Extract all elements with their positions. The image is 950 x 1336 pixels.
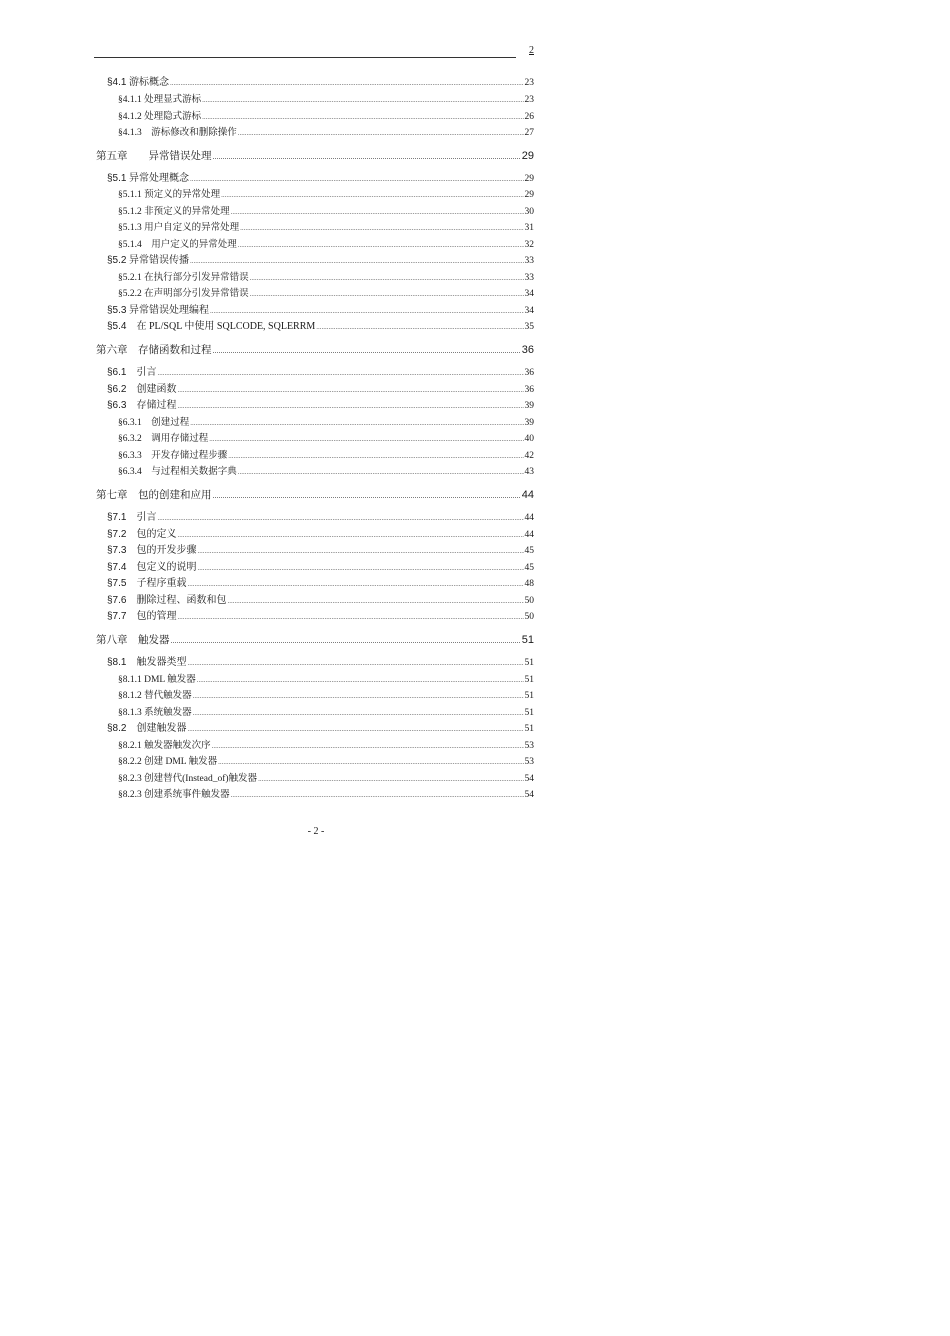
toc-section-number: 第八章 — [96, 635, 128, 646]
toc-entry[interactable] — [118, 756, 534, 768]
toc-chapter-entry[interactable] — [96, 150, 534, 163]
toc-section-title: 创建 DML 触发器 — [141, 757, 218, 767]
toc-page-number: 51 — [521, 634, 534, 646]
toc-dot-leader — [213, 344, 521, 357]
toc-section-number: §8.1.3 — [118, 708, 142, 718]
toc-page-number: 51 — [524, 708, 534, 718]
toc-section-title: 子程序重载 — [126, 578, 187, 589]
toc-dot-leader — [212, 740, 524, 752]
toc-entry[interactable] — [118, 466, 534, 478]
toc-section-number: §7.1 — [107, 512, 127, 523]
toc-page-number: 51 — [524, 724, 534, 734]
toc-section-number: §5.4 — [107, 321, 127, 332]
toc-section-title: 创建替代(Instead_of)触发器 — [141, 774, 258, 784]
toc-page-number: 33 — [524, 256, 534, 266]
toc-section-number: §6.1 — [107, 367, 127, 378]
toc-page-number: 29 — [524, 190, 534, 200]
toc-entry-label — [96, 634, 170, 647]
toc-section-title: 游标修改和删除操作 — [141, 128, 237, 138]
toc-entry[interactable] — [118, 690, 534, 702]
toc-entry-label — [118, 94, 201, 106]
toc-page-number: 42 — [524, 451, 534, 461]
toc-entry[interactable] — [118, 450, 534, 462]
toc-entry-label — [107, 595, 226, 607]
toc-dot-leader — [213, 150, 521, 163]
toc-entry-label — [118, 272, 249, 284]
toc-page-number: 32 — [524, 240, 534, 250]
toc-section-title: 在 PL/SQL 中使用 SQLCODE, SQLERRM — [126, 321, 316, 332]
toc-entry-label — [107, 255, 189, 267]
toc-section-title: 包的开发步骤 — [126, 545, 197, 556]
toc-dot-leader — [213, 489, 521, 502]
toc-page-number: 36 — [524, 385, 534, 395]
toc-page-number: 30 — [524, 207, 534, 217]
toc-dot-leader — [187, 723, 523, 735]
toc-section-number: §7.2 — [107, 529, 127, 540]
toc-section-title: 删除过程、函数和包 — [126, 595, 227, 606]
toc-section-number: §4.1.2 — [118, 112, 142, 122]
toc-section-number: §5.1.4 — [118, 240, 142, 250]
toc-section-title: 触发器 — [127, 635, 170, 646]
toc-section-number: §4.1 — [107, 77, 127, 88]
toc-dot-leader — [218, 756, 523, 768]
toc-dot-leader — [171, 634, 521, 647]
toc-entry[interactable] — [118, 239, 534, 251]
toc-section-title: 游标概念 — [126, 77, 169, 88]
toc-entry[interactable] — [107, 173, 534, 185]
toc-section-number: §4.1.1 — [118, 95, 142, 105]
toc-section-title: 创建触发器 — [126, 723, 187, 734]
toc-entry[interactable] — [118, 272, 534, 284]
toc-entry[interactable] — [107, 562, 534, 574]
toc-dot-leader — [258, 773, 523, 785]
toc-entry-label — [118, 239, 237, 251]
toc-section-title: 用户自定义的异常处理 — [141, 223, 240, 233]
toc-section-number: §6.3.3 — [118, 451, 142, 461]
toc-entry-label — [118, 674, 196, 686]
toc-chapter-entry[interactable] — [96, 344, 534, 357]
toc-dot-leader — [157, 512, 523, 524]
toc-entry-label — [118, 189, 220, 201]
toc-page-number: 36 — [521, 344, 534, 356]
toc-section-title: 触发器触发次序 — [141, 741, 211, 751]
toc-section-number: §8.2.2 — [118, 757, 142, 767]
header-rule — [94, 57, 516, 58]
toc-dot-leader — [177, 400, 523, 412]
toc-entry[interactable] — [107, 545, 534, 557]
toc-dot-leader — [193, 707, 524, 719]
toc-page-number: 43 — [524, 467, 534, 477]
toc-section-title: 引言 — [126, 512, 157, 523]
toc-dot-leader — [316, 321, 523, 333]
toc-dot-leader — [190, 173, 524, 185]
toc-entry[interactable] — [107, 77, 534, 89]
toc-dot-leader — [193, 690, 524, 702]
toc-entry-label — [118, 127, 237, 139]
toc-section-number: §8.2.3 — [118, 790, 142, 800]
toc-entry-label — [107, 578, 186, 590]
toc-page-number: 44 — [521, 489, 534, 501]
toc-entry[interactable] — [107, 657, 534, 669]
toc-entry[interactable] — [107, 255, 534, 267]
toc-entry-label — [96, 489, 212, 502]
toc-section-number: 第五章 — [96, 151, 128, 162]
toc-page-number: 48 — [524, 579, 534, 589]
toc-page-number: 45 — [524, 546, 534, 556]
toc-section-number: §6.3 — [107, 400, 127, 411]
toc-section-title: 异常错误处理 — [127, 151, 212, 162]
toc-section-number: §8.1.1 — [118, 675, 142, 685]
toc-page-number: 29 — [521, 150, 534, 162]
toc-page-number: 33 — [524, 273, 534, 283]
toc-section-title: 异常处理概念 — [126, 173, 189, 184]
toc-section-title: 非预定义的异常处理 — [141, 207, 230, 217]
footer-page-label: - 2 - — [307, 826, 325, 837]
toc-page-number: 31 — [524, 223, 534, 233]
toc-entry[interactable] — [118, 127, 534, 139]
toc-entry-label — [107, 77, 169, 89]
toc-section-title: 用户定义的异常处理 — [141, 240, 237, 250]
toc-entry-label — [118, 690, 192, 702]
toc-page-number: 54 — [524, 790, 534, 800]
toc-entry-label — [118, 707, 192, 719]
toc-entry[interactable] — [107, 367, 534, 379]
toc-section-title: 异常错误处理编程 — [126, 305, 209, 316]
toc-dot-leader — [157, 367, 523, 379]
toc-page-number: 29 — [524, 174, 534, 184]
toc-entry[interactable] — [118, 288, 534, 300]
toc-entry[interactable] — [118, 189, 534, 201]
toc-entry[interactable] — [107, 595, 534, 607]
toc-chapter-entry[interactable] — [96, 489, 534, 502]
toc-page-number: 54 — [524, 774, 534, 784]
toc-section-number: §5.2.1 — [118, 273, 142, 283]
toc-page-number: 27 — [524, 128, 534, 138]
toc-dot-leader — [227, 595, 523, 607]
toc-entry-label — [107, 657, 186, 669]
toc-section-title: 替代触发器 — [141, 691, 192, 701]
toc-dot-leader — [190, 417, 523, 429]
toc-dot-leader — [170, 77, 524, 89]
toc-section-title: 创建系统事件触发器 — [141, 790, 230, 800]
toc-page-number: 40 — [524, 434, 534, 444]
toc-page-number: 51 — [524, 675, 534, 685]
toc-dot-leader — [187, 657, 523, 669]
toc-entry-label — [107, 400, 176, 412]
toc-section-number: §8.1 — [107, 657, 127, 668]
toc-entry[interactable] — [107, 321, 534, 333]
toc-entry[interactable] — [107, 384, 534, 396]
toc-dot-leader — [202, 94, 523, 106]
toc-dot-leader — [238, 239, 524, 251]
toc-page-number: 26 — [524, 112, 534, 122]
toc-entry-label — [107, 367, 156, 379]
toc-entry-label — [118, 773, 257, 785]
toc-page-number: 50 — [524, 612, 534, 622]
toc-section-number: §8.2.1 — [118, 741, 142, 751]
toc-page-number: 39 — [524, 401, 534, 411]
toc-section-title: DML 触发器 — [141, 675, 196, 685]
toc-entry[interactable] — [118, 417, 534, 429]
toc-section-title: 包定义的说明 — [126, 562, 197, 573]
toc-entry-label — [118, 756, 217, 768]
toc-entry[interactable] — [107, 611, 534, 623]
toc-chapter-entry[interactable] — [96, 634, 534, 647]
toc-entry-label — [107, 723, 186, 735]
toc-entry[interactable] — [118, 789, 534, 801]
toc-page-number: 53 — [524, 757, 534, 767]
toc-dot-leader — [197, 545, 523, 557]
toc-page-number: 39 — [524, 418, 534, 428]
toc-section-number: §5.1.3 — [118, 223, 142, 233]
toc-section-number: §7.5 — [107, 578, 127, 589]
toc-page-number: 44 — [524, 530, 534, 540]
toc-dot-leader — [177, 384, 523, 396]
toc-section-number: 第七章 — [96, 490, 128, 501]
toc-section-number: §7.3 — [107, 545, 127, 556]
toc-page-number: 51 — [524, 658, 534, 668]
toc-dot-leader — [238, 127, 524, 139]
toc-entry[interactable] — [118, 773, 534, 785]
toc-page-number: 23 — [524, 95, 534, 105]
toc-section-number: §8.2 — [107, 723, 127, 734]
toc-section-number: §6.2 — [107, 384, 127, 395]
toc-section-title: 异常错误传播 — [126, 255, 189, 266]
toc-entry-label — [96, 150, 212, 163]
toc-dot-leader — [221, 189, 523, 201]
toc-page-number: 36 — [524, 368, 534, 378]
toc-entry[interactable] — [107, 512, 534, 524]
toc-section-title: 预定义的异常处理 — [141, 190, 221, 200]
toc-page-number: 44 — [524, 513, 534, 523]
toc-entry[interactable] — [118, 433, 534, 445]
toc-page-number: 51 — [524, 691, 534, 701]
toc-section-title: 与过程相关数据字典 — [141, 467, 237, 477]
toc-section-title: 包的管理 — [126, 611, 177, 622]
toc-section-number: §7.4 — [107, 562, 127, 573]
toc-dot-leader — [210, 305, 524, 317]
toc-entry[interactable] — [107, 578, 534, 590]
toc-section-number: 第六章 — [96, 345, 128, 356]
toc-section-number: §6.3.1 — [118, 418, 142, 428]
toc-dot-leader — [177, 611, 523, 623]
toc-entry-label — [107, 384, 176, 396]
toc-section-title: 包的定义 — [126, 529, 177, 540]
toc-section-number: §4.1.3 — [118, 128, 142, 138]
toc-dot-leader — [238, 466, 524, 478]
toc-entry-label — [107, 512, 156, 524]
toc-entry-label — [107, 173, 189, 185]
toc-entry-label — [118, 288, 249, 300]
toc-page-number: 34 — [524, 289, 534, 299]
toc-entry-label — [118, 433, 208, 445]
toc-section-number: §5.1 — [107, 173, 127, 184]
toc-section-title: 在执行部分引发异常错误 — [141, 273, 249, 283]
toc-entry[interactable] — [118, 674, 534, 686]
toc-dot-leader — [209, 433, 523, 445]
toc-entry-label — [118, 111, 201, 123]
toc-section-number: §5.2.2 — [118, 289, 142, 299]
toc-entry-label — [118, 450, 227, 462]
toc-section-number: §7.7 — [107, 611, 127, 622]
toc-section-number: §8.2.3 — [118, 774, 142, 784]
toc-page-number: 34 — [524, 306, 534, 316]
toc-section-title: 创建过程 — [141, 418, 190, 428]
toc-entry-label — [107, 545, 196, 557]
toc-entry-label — [118, 789, 230, 801]
toc-dot-leader — [197, 562, 523, 574]
toc-section-number: §6.3.2 — [118, 434, 142, 444]
toc-entry-label — [107, 305, 209, 317]
toc-section-number: §8.1.2 — [118, 691, 142, 701]
toc-dot-leader — [250, 272, 524, 284]
toc-page-number: 35 — [524, 322, 534, 332]
toc-dot-leader — [190, 255, 524, 267]
toc-dot-leader — [177, 529, 523, 541]
toc-section-title: 引言 — [126, 367, 157, 378]
toc-entry[interactable] — [107, 529, 534, 541]
toc-entry-label — [118, 740, 211, 752]
toc-entry-label — [118, 206, 230, 218]
toc-entry-label — [107, 611, 176, 623]
toc-section-title: 存储函数和过程 — [127, 345, 212, 356]
toc-entry[interactable] — [107, 723, 534, 735]
toc-entry-label — [118, 417, 189, 429]
toc-entry[interactable] — [118, 707, 534, 719]
toc-entry[interactable] — [118, 111, 534, 123]
toc-dot-leader — [202, 111, 523, 123]
toc-section-title: 调用存储过程 — [141, 434, 209, 444]
toc-dot-leader — [228, 450, 523, 462]
toc-section-title: 处理显式游标 — [141, 95, 202, 105]
toc-section-number: §7.6 — [107, 595, 127, 606]
toc-page-number: 45 — [524, 563, 534, 573]
toc-section-number: §6.3.4 — [118, 467, 142, 477]
toc-page-number: 53 — [524, 741, 534, 751]
toc-dot-leader — [197, 674, 524, 686]
toc-entry[interactable] — [107, 400, 534, 412]
toc-entry[interactable] — [118, 206, 534, 218]
toc-entry-label — [107, 529, 176, 541]
toc-section-title: 处理隐式游标 — [141, 112, 202, 122]
toc-dot-leader — [187, 578, 523, 590]
toc-section-title: 存储过程 — [126, 400, 177, 411]
toc-dot-leader — [231, 789, 524, 801]
toc-section-number: §5.3 — [107, 305, 127, 316]
toc-entry[interactable] — [118, 740, 534, 752]
toc-section-title: 系统触发器 — [141, 708, 192, 718]
toc-entry-label — [107, 562, 196, 574]
toc-entry[interactable] — [107, 305, 534, 317]
toc-section-title: 开发存储过程步骤 — [141, 451, 228, 461]
toc-dot-leader — [231, 206, 524, 218]
toc-section-number: §5.1.1 — [118, 190, 142, 200]
toc-entry[interactable] — [118, 222, 534, 234]
toc-section-number: §5.2 — [107, 255, 127, 266]
toc-page-number: 23 — [524, 78, 534, 88]
toc-section-title: 触发器类型 — [126, 657, 187, 668]
toc-entry-label — [118, 466, 237, 478]
toc-entry[interactable] — [118, 94, 534, 106]
toc-section-number: §5.1.2 — [118, 207, 142, 217]
toc-page-number: 50 — [524, 596, 534, 606]
toc-section-title: 创建函数 — [126, 384, 177, 395]
toc-dot-leader — [240, 222, 523, 234]
toc-entry-label — [107, 321, 315, 333]
toc-entry-label — [118, 222, 239, 234]
toc-section-title: 包的创建和应用 — [127, 490, 212, 501]
toc-dot-leader — [250, 288, 524, 300]
toc-entry-label — [96, 344, 212, 357]
toc-section-title: 在声明部分引发异常错误 — [141, 289, 249, 299]
header-page-number: 2 — [529, 45, 534, 56]
